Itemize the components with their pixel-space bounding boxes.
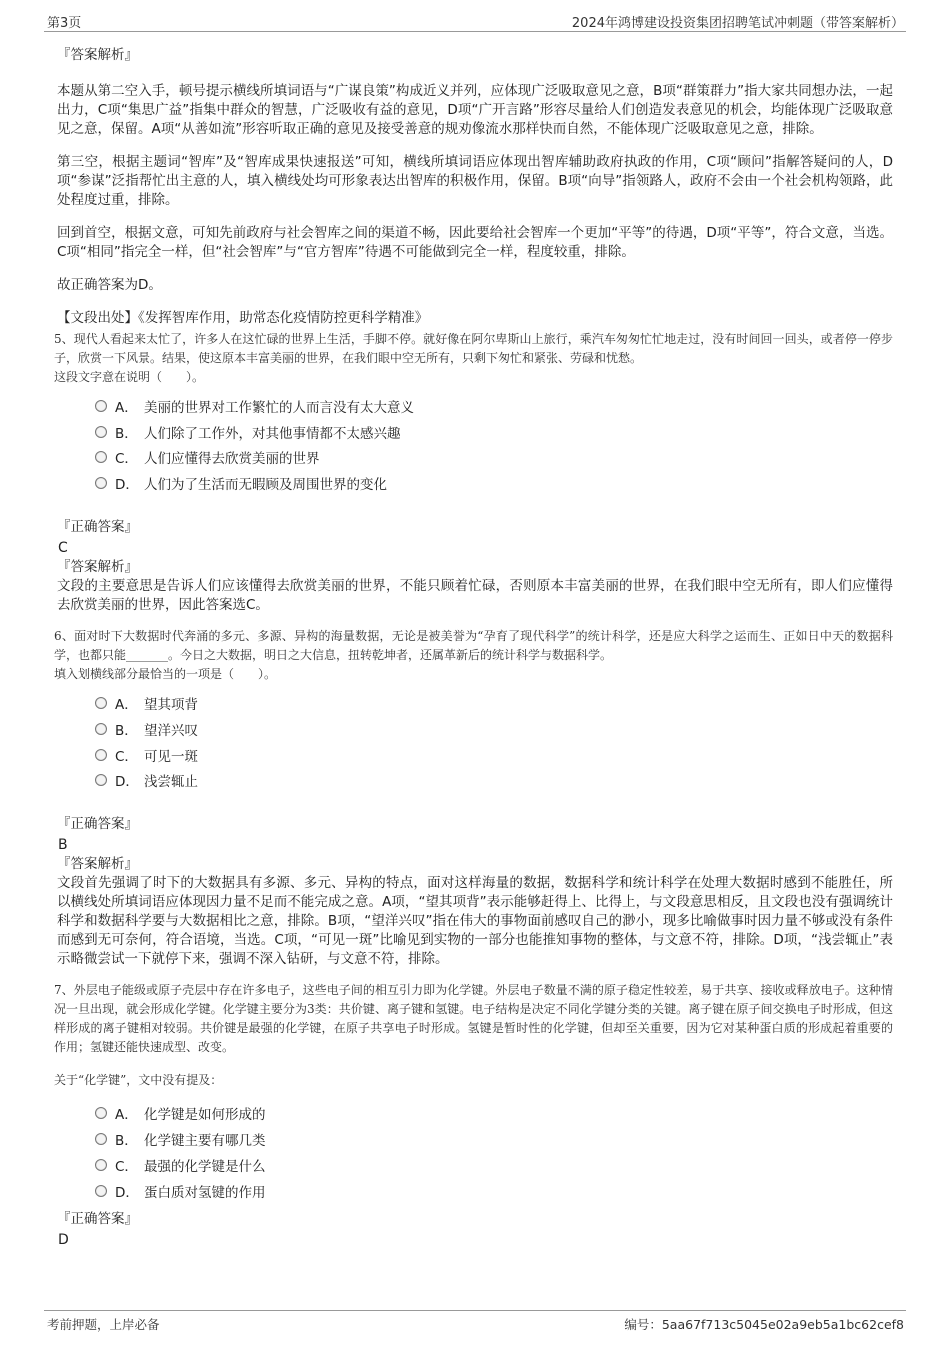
option-text: 望洋兴叹 — [144, 722, 198, 739]
option-text: 美丽的世界对工作繁忙的人而言没有太大意义 — [144, 399, 414, 416]
page-header — [0, 0, 950, 36]
q6-option-c[interactable]: C． 可见一斑 — [95, 742, 893, 768]
q5-options — [95, 393, 893, 496]
radio-icon[interactable] — [95, 426, 107, 438]
q5-analysis-label: 『答案解析』 — [57, 559, 138, 576]
radio-icon[interactable] — [95, 1159, 107, 1171]
document-code: 编号：5aa67f713c5045e02a9eb5a1bc62cef8 — [624, 1317, 904, 1332]
q6-prompt: 填入划横线部分最恰当的一项是（ ）。 — [54, 667, 277, 682]
q7-option-c[interactable]: C． 最强的化学键是什么 — [95, 1152, 893, 1178]
radio-icon[interactable] — [95, 1185, 107, 1197]
q6-correct-label: 『正确答案』 — [57, 816, 138, 833]
radio-icon[interactable] — [95, 723, 107, 735]
q5-correct-label: 『正确答案』 — [57, 519, 138, 536]
radio-icon[interactable] — [95, 400, 107, 412]
question-6 — [54, 627, 893, 684]
q5-option-c[interactable]: C． 人们应懂得去欣赏美丽的世界 — [95, 445, 893, 471]
q6-option-b[interactable]: B． 望洋兴叹 — [95, 716, 893, 742]
q4-analysis-para3: 回到首空，根据文意，可知先前政府与社会智库之间的渠道不畅，因此要给社会智库一个更加“平等”的待遇，D项“平等”，符合文意，当选。C项“相同”指完全一样，但“社会智库”与“官方智库”待遇不可能做到完全一样，程度较重，排除。 — [57, 225, 893, 260]
q5-option-d[interactable]: D． 人们为了生活而无暇顾及周围世界的变化 — [95, 470, 893, 496]
footer-slogan: 考前押题，上岸必备 — [47, 1317, 160, 1332]
page-number: 第3页 — [47, 16, 82, 31]
radio-icon[interactable] — [95, 749, 107, 761]
page-footer — [0, 1310, 950, 1340]
q5-answer: C — [58, 540, 68, 557]
page-content — [54, 44, 893, 1250]
q6-options — [95, 690, 893, 793]
option-text: 人们为了生活而无暇顾及周围世界的变化 — [144, 477, 387, 494]
q7-prompt: 关于“化学键”，文中没有提及： — [54, 1073, 223, 1088]
radio-icon[interactable] — [95, 1107, 107, 1119]
q7-option-a[interactable]: A． 化学键是如何形成的 — [95, 1100, 893, 1126]
option-text: 浅尝辄止 — [144, 774, 198, 791]
option-text: 望其项背 — [144, 697, 198, 714]
option-text: 化学键主要有哪几类 — [144, 1133, 266, 1150]
q6-analysis-label: 『答案解析』 — [57, 856, 138, 873]
option-text: 化学键是如何形成的 — [144, 1107, 266, 1124]
radio-icon[interactable] — [95, 451, 107, 463]
radio-icon[interactable] — [95, 697, 107, 709]
header-divider — [44, 31, 906, 32]
radio-icon[interactable] — [95, 477, 107, 489]
q5-prompt: 这段文字意在说明（ ）。 — [54, 370, 205, 384]
q7-options — [95, 1100, 893, 1203]
q7-stem: 7、外层电子能级或原子壳层中存在许多电子，这些电子间的相互引力即为化学键。外层电子数量不满的原子稳定性较差，易于共享、接收或释放电子。这种情况一旦出现，就会形成化学键。化学键主要分为3类：共价键、离子键和氢键。电子结构是决定不同化学键分类的关键。离子键在原子间交换电子时形成，但这样形成的离子键相对较弱。共价键是最强的化学键，在原子共享电子时形成。氢键是暂时性的化学键，但却至关重要，因为它对某种蛋白质的形成起着重要的作用；氢键还能快速成型、改变。 — [54, 983, 893, 1055]
option-text: 最强的化学键是什么 — [144, 1158, 266, 1175]
option-text: 人们应懂得去欣赏美丽的世界 — [144, 451, 320, 468]
q7-option-d[interactable]: D． 蛋白质对氢键的作用 — [95, 1178, 893, 1204]
q5-stem: 5、现代人看起来太忙了，许多人在这忙碌的世界上生活，手脚不停。就好像在阿尔卑斯山上旅行，乘汽车匆匆忙忙地走过，没有时间回一回头，或者停一停步子，欣赏一下风景。结果，使这原本丰富美丽的世界，在我们眼中空无所有，只剩下匆忙和紧张、劳碌和忧愁。 — [54, 332, 893, 365]
q4-analysis-para1: 本题从第二空入手，顿号提示横线所填词语与“广谋良策”构成近义并列，应体现广泛吸取意见之意，B项“群策群力”指大家共同想办法，一起出力，C项“集思广益”指集中群众的智慧，广泛吸收有益的意见，D项“广开言路”形容尽量给人们创造发表意见的机会，均能体现广泛吸取意见之意，保留。A项“从善如流”形容听取正确的意见及接受善意的规劝像流水那样快而自然，不能体现广泛吸取意见之意，排除。 — [57, 83, 893, 137]
option-text: 人们除了工作外，对其他事情都不太感兴趣 — [144, 425, 401, 442]
q6-option-d[interactable]: D． 浅尝辄止 — [95, 768, 893, 794]
q7-correct-label: 『正确答案』 — [57, 1210, 138, 1227]
option-text: 蛋白质对氢键的作用 — [144, 1184, 266, 1201]
q5-option-a[interactable]: A． 美丽的世界对工作繁忙的人而言没有太大意义 — [95, 393, 893, 419]
radio-icon[interactable] — [95, 774, 107, 786]
q4-source: 【文段出处】《发挥智库作用，助常态化疫情防控更科学精准》 — [57, 310, 429, 326]
question-5 — [54, 330, 893, 387]
q5-analysis: 文段的主要意思是告诉人们应该懂得去欣赏美丽的世界，不能只顾着忙碌，否则原本丰富美丽的世界，在我们眼中空无所有，即人们应懂得去欣赏美丽的世界，因此答案选C。 — [57, 578, 893, 614]
option-text: 可见一斑 — [144, 748, 198, 765]
q5-option-b[interactable]: B． 人们除了工作外，对其他事情都不太感兴趣 — [95, 419, 893, 445]
radio-icon[interactable] — [95, 1133, 107, 1145]
question-7 — [54, 981, 893, 1090]
q6-analysis: 文段首先强调了时下的大数据具有多源、多元、异构的特点，面对这样海量的数据，数据科学和统计科学在处理大数据时感到不能胜任，所以横线处所填词语应体现因力量不足而不能完成之意。A项，“望其项背”表示能够赶得上、比得上，与文段意思相反，且文段也没有强调统计科学和数据科学要与大数据相比之意，排除。B项，“望洋兴叹”指在伟大的事物面前感叹自己的渺小，现多比喻做事时因力量不够或没有条件而感到无可奈何，符合语境，当选。C项，“可见一斑”比喻见到实物的一部分也能推知事物的整体，与文意不符，排除。D项，“浅尝辄止”表示略微尝试一下就停下来，强调不深入钻研，与文意不符，排除。 — [57, 875, 893, 968]
footer-divider — [44, 1310, 906, 1311]
q6-option-a[interactable]: A． 望其项背 — [95, 690, 893, 716]
q4-analysis-para2: 第三空，根据主题词“智库”及“智库成果快速报送”可知，横线所填词语应体现出智库辅助政府执政的作用，C项“顾问”指解答疑问的人，D项“参谋”泛指帮忙出主意的人，填入横线处均可形象表达出智库的积极作用，保留。B项“向导”指领路人，政府不会由一个社会机构领路，此处程度过重，排除。 — [57, 154, 893, 208]
q7-answer: D — [58, 1231, 69, 1248]
q4-conclusion: 故正确答案为D。 — [57, 277, 162, 293]
document-title: 2024年鸿博建设投资集团招聘笔试冲刺题（带答案解析） — [571, 16, 904, 31]
q7-option-b[interactable]: B． 化学键主要有哪几类 — [95, 1126, 893, 1152]
q4-analysis-label: 『答案解析』 — [57, 47, 138, 63]
q6-answer: B — [58, 837, 68, 854]
q6-stem: 6、面对时下大数据时代奔涌的多元、多源、异构的海量数据，无论是被美誉为“孕育了现代科学”的统计科学，还是应大科学之运而生、正如日中天的数据科学，也都只能_______。今日之大数据，明日之大信息，扭转乾坤者，还属革新后的统计科学与数据科学。 — [54, 629, 893, 663]
